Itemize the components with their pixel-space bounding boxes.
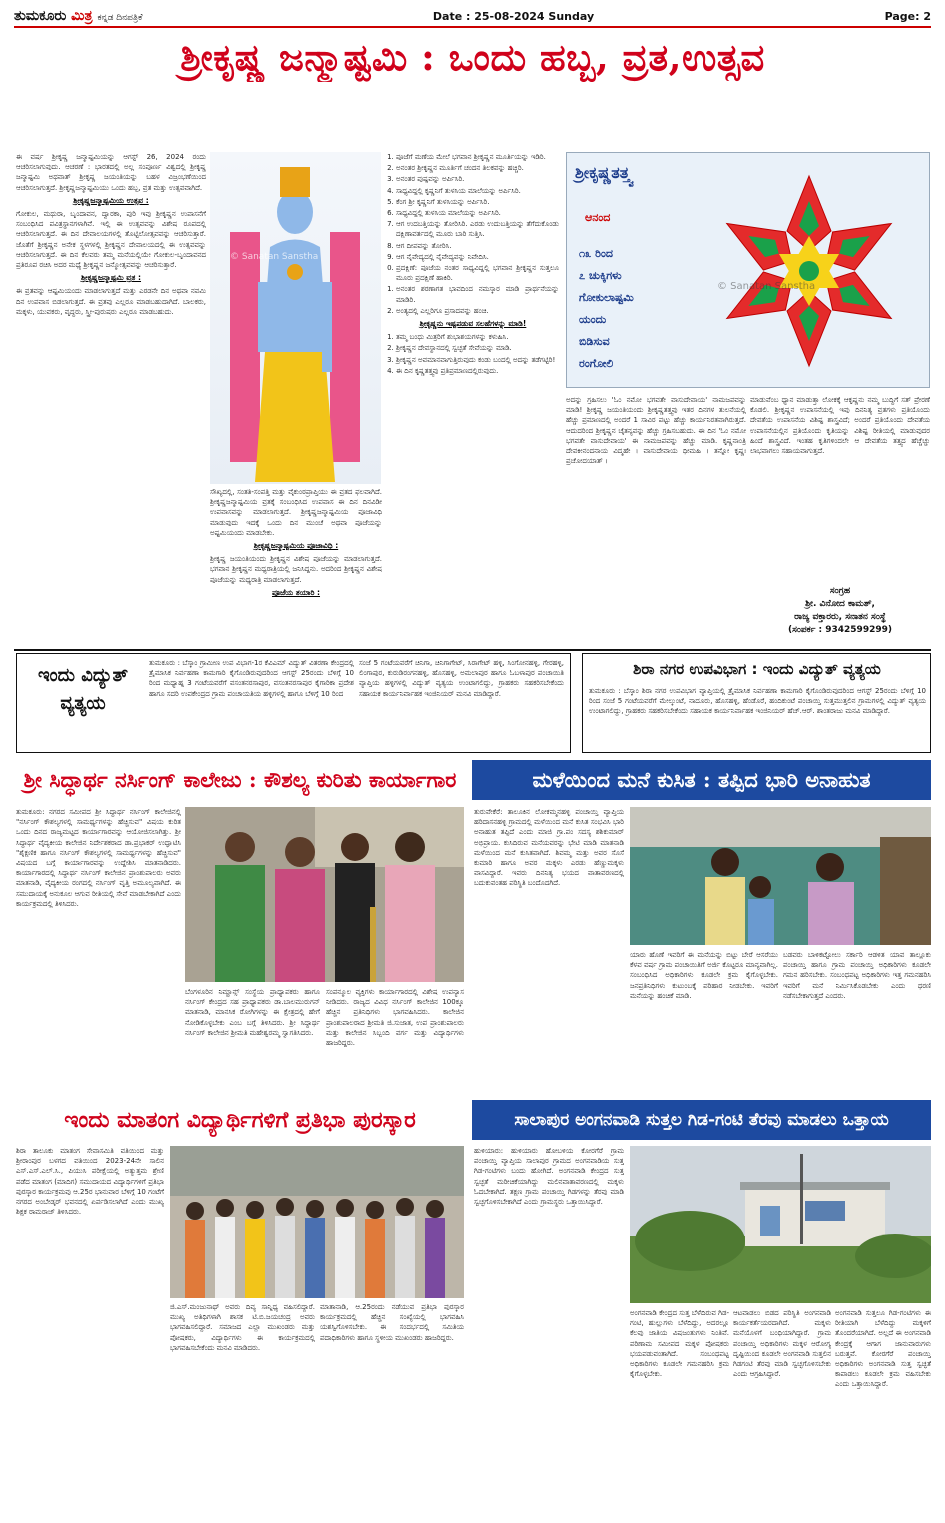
rain-house-photo — [630, 807, 931, 945]
rain-col1: ತುರುವೇಕೆರೆ: ತಾಲೂಕಿನ ಲೋಕಮ್ಮನಹಳ್ಳಿ ಪಂಚಾಯ್ತಿ ವ್ಯಾಪ್ತಿಯ ಹರಿದಾಸನಹಳ್ಳಿ ಗ್ರಾಮದಲ್ಲಿ ಮಳೆಯಿಂದ ಮನೆ ಕುಸಿತ ಸಂಭವಿಸಿ ಭಾರಿ ಅನಾಹುತ ತಪ್ಪಿದೆ ಎಂದು ಮಾಜಿ ಗ್ರಾ.ಪಂ ಸದಸ್ಯ ಶಶಿಕುಮಾರ್ ಅಭಿಪ್ರಾಯ. ಕುಸಿದಿರುವ ಮನೆಯವರನ್ನು ಭೇಟಿ ಮಾಡಿ ಮಾತನಾಡಿ ಮಳೆಯಿಂದ ಮನೆ ಕುಸಿತವಾಗಿದೆ. ಶಿವಮ್ಮ ಮತ್ತು ಅವರ ಸೊಸೆ ಕುಮಾರಿ ಹಾಗೂ ಅವರ ಮಕ್ಕಳು ಎರಡು ಹೆಣ್ಣುಮಕ್ಕಳು ವಾಸವಿದ್ದಾರೆ. ಇವರು ದಿನನಿತ್ಯ ಭಯದ ವಾತಾವರಣದಲ್ಲಿ ಬದುಕುವಂತಹ ಪರಿಸ್ಥಿತಿ ಬಂದೊದಗಿದೆ. — [474, 808, 624, 888]
puja-step-item: 3. ಅನಂತರ ಪುಷ್ಪವನ್ನು ಅರ್ಪಿಸಿರಿ. — [396, 174, 559, 184]
anganwadi-photo-scene — [630, 1146, 931, 1303]
rain-col3: ಬಡವರು ಬಾಳಿಕಟ್ಟೋಲು ಸರ್ಕಾರಿ ಆಡಳಿತ ಯಾವ ತಾಲ್ಲೂಕು ಪಂಚಾಯ್ತಿ ಹಾಗೂ ಗ್ರಾಮ ಪಂಚಾಯ್ತಿ ಅಧಿಕಾರಿಗಳು ಕೂಡಲೇ ಗಮನ ಹರಿಸಬೇಕು. ಸಂಬಂಧಪಟ್ಟ ಅಧಿಕಾರಿಗಳು ಇತ್ತ ಗಮನಹರಿಸಿ ಇವರಿಗೆ ಮನೆ ನಿರ್ಮಿಸಿಕೊಡಬೇಕು ಎಂದು ಧರಣಿ ನಡೆಸಬೇಕಾಗುತ್ತದೆ ಎಂದರು. — [783, 951, 931, 1000]
nursing-col2: ಬೆಂಗಳೂರಿನ ನಿಮ್ಹಾನ್ಸ್ ಸಂಸ್ಥೆಯ ಪ್ರಾಧ್ಯಾಪಕರು ಹಾಗೂ ನರ್ಸಿಂಗ್ ಕೇಂದ್ರದ ಸಹ ಪ್ರಾಧ್ಯಾಪಕರು ಡಾ.ಬಾಲಮುರುಗನ್ ಮಾತನಾಡಿ, ಮಾನಸಿಕ ರೋಗಿಗಳನ್ನು ಈ ಕ್ಷೇತ್ರದಲ್ಲಿ ಹೇಗೆ ನೋಡಿಕೊಳ್ಳಬೇಕು ಎಂಬ ಬಗ್ಗೆ ತಿಳಿಸಿದರು. ಶ್ರೀ ಸಿದ್ಧಾರ್ಥ ನರ್ಸಿಂಗ್ ಕಾಲೇಜಿನ ಶ್ರೀಮತಿ ಮಹೇಶ್ವರಮ್ಮ ಸ್ವಾಗತಿಸಿದರು. — [185, 988, 320, 1037]
anganwadi-col4: ಅಂಗನವಾಡಿ ಸುತ್ತಲೂ ಗಿಡ-ಗಂಟಿಗಳು ಈ ರೀತಿಯಾಗಿ ಬೆಳೆದಿದ್ದು ಮಕ್ಕಳಿಗೆ ತೊಂದರೆಯಾಗಿದೆ. ಅಲ್ಲದೆ ಈ ಅಂಗನವಾಡಿ ಕೇಂದ್ರಕ್ಕೆ ಆಗಾಗ ಜಾನುವಾರುಗಳು ಬರುತ್ತವೆ. ಕೋರಗೆರೆ ಪಂಚಾಯ್ತಿ ಅಧಿಕಾರಿಗಳು ಅಂಗನವಾಡಿ ಸುತ್ತ ಸ್ವಚ್ಛತೆ ಕಾಪಾಡಲು ಕೂಡಲೇ ಕ್ರಮ ವಹಿಸಬೇಕು ಎಂದು ಒತ್ತಾಯಿಸಿದ್ದಾರೆ. — [835, 1309, 931, 1389]
rangoli-watermark: © Sanatan Sanstha — [717, 281, 816, 292]
anganwadi-headline-bar — [472, 1100, 931, 1140]
paper-name-1: ತುಮಕೂರು — [14, 8, 67, 24]
rangoli-title: ಶ್ರೀಕೃಷ್ಣತತ್ತ್ವ — [575, 163, 633, 182]
rangoli-line: ಗೋಕುಲಾಷ್ಟಮಿ — [579, 291, 634, 304]
rangoli-line: ಯಂದು — [579, 313, 607, 326]
puja-step-item: 2. ಅನಂತರ ಶ್ರೀಕೃಷ್ಣನ ಮೂರ್ತಿಗೆ ಚಂದನ ತಿಲಕವನ್ನು ಹಚ್ಚಿರಿ. — [396, 163, 559, 173]
masthead — [14, 6, 931, 28]
puja-steps-list — [387, 152, 559, 316]
anganwadi-col2: ಅಂಗನವಾಡಿ ಕೇಂದ್ರದ ಸುತ್ತ ಬೆಳೆದಿರುವ ಗಿಡ-ಗಂಟಿ, ಹುಲ್ಲುಗಳು ಬೆಳೆದಿದ್ದು, ಅದರಲ್ಲೂ ಕೆಲವು ಜಾತಿಯ ವಿಷಜಂತುಗಳು ನಿಂತಿವೆ. ಪರಿಣಾಮ ಸಮೀಪದ ಮಕ್ಕಳ ಪೋಷಕರು ಭಯಪಡುವಂತಾಗಿದೆ. ಸಂಬಂಧಪಟ್ಟ ಅಧಿಕಾರಿಗಳು ಕೂಡಲೇ ಗಮನಹರಿಸಿ ಕ್ರಮ ಕೈಗೊಳ್ಳಬೇಕು. — [630, 1309, 729, 1379]
krishna-image — [210, 152, 381, 484]
nursing-col1: ತುಮಕೂರು: ನಗರದ ಸಮೀಪದ ಶ್ರೀ ಸಿದ್ಧಾರ್ಥ ನರ್ಸಿಂಗ್ ಕಾಲೇಜಿನಲ್ಲಿ "ನರ್ಸಿಂಗ್ ಕೌಶಲ್ಯಗಳಲ್ಲಿ ಸಾಮರ್ಥ್ಯಗಳನ್ನು ಹೆಚ್ಚಿಸುವ" ವಿಷಯ ಕುರಿತ ಒಂದು ದಿನದ ರಾಜ್ಯಮಟ್ಟದ ಕಾರ್ಯಾಗಾರವನ್ನು ಆಯೋಜಿಸಲಾಗಿತ್ತು. ಶ್ರೀ ಸಿದ್ಧಾರ್ಥ ವೈದ್ಯಕೀಯ ಕಾಲೇಜಿನ ನಿರ್ದೇಶಕರಾದ ಡಾ.ಪ್ರಭಾಕರ್ ಉದ್ಘಾಟಿಸಿ "ಶೈಕ್ಷಣಿಕ ಹಾಗೂ ನರ್ಸಿಂಗ್ ಕೌಶಲ್ಯಗಳಲ್ಲಿ ಸಾಮರ್ಥ್ಯಗಳನ್ನು ಹೆಚ್ಚಿಸುವ" ವಿಷಯದ ಬಗ್ಗೆ ಕಾರ್ಯಾಗಾರವನ್ನು ಉದ್ದೇಶಿಸಿ ಮಾತನಾಡಿದರು. ಕಾರ್ಯಾಗಾರದಲ್ಲಿ ಸಿದ್ಧಾರ್ಥ ನರ್ಸಿಂಗ್ ಕಾಲೇಜಿನ ಪ್ರಾಂಶುಪಾಲರು ಅವರು ಮಾತನಾಡಿ, ವೈದ್ಯಕೀಯ ರಂಗದಲ್ಲಿ ನರ್ಸಿಂಗ್ ವೃತ್ತಿ ಅಮೂಲ್ಯವಾಗಿದೆ. ಈ ಸಮುದಾಯಕ್ಕೆ ಅನುಕೂಲ ಆಗುವ ರೀತಿಯಲ್ಲಿ ಸೇವೆ ಮಾಡಬೇಕಾಗಿದೆ ಎಂದು ಕಾರ್ಯಕ್ರಮದಲ್ಲಿ ತಿಳಿಸಿದರು. — [16, 808, 181, 908]
rangoli-box — [566, 152, 930, 388]
main-story-intro: ಈ ವರ್ಷ ಶ್ರೀಕೃಷ್ಣ ಜನ್ಮಾಷ್ಟಮಿಯನ್ನು ಆಗಸ್ಟ್ 26, 2024 ರಂದು ಆಚರಿಸಲಾಗುವುದು. ಆಚರಣೆ : ಭಾರತದಲ್ಲಿ ಅಲ್ಲ ಸಂಪೂರ್ಣ ವಿಶ್ವದಲ್ಲಿ ಶ್ರೀಕೃಷ್ಣ ಜನ್ಮಾಷ್ಟಮಿ ಅಥವಾತ್ ಶ್ರೀಕೃಷ್ಣ ಜಯಂತಿಯನ್ನು ಬಹಳ ವಿಜ್ರಂಭಣೆಯಿಂದ ಆಚರಿಸಲಾಗುತ್ತದೆ. ಶ್ರೀಕೃಷ್ಣಜನ್ಮಾಷ್ಟಮಿಯು ಒಂದು ಹಬ್ಬ, ವ್ರತ ಮತ್ತು ಉತ್ಸವವಾಗಿದೆ. — [16, 153, 206, 192]
rangoli-line: ೭ ಚುಕ್ಕಿಗಳು — [579, 269, 622, 282]
puja-step-item: 4. ಸಾಧ್ಯವಿದ್ದಲ್ಲಿ ಕೃಷ್ಣನಿಗೆ ತುಳಸಿಯ ಮಾಲೆಯನ್ನು ಅರ್ಪಿಸಿರಿ. — [396, 186, 559, 196]
suggestion-item: 2. ಶ್ರೀಕೃಷ್ಣನ ದೇವಸ್ಥಾನದಲ್ಲಿ ಸ್ವಚ್ಛತೆ ಸೇವೆಯನ್ನು ಮಾಡಿ. — [396, 343, 559, 353]
rain-headline: ಮಳೆಯಿಂದ ಮನೆ ಕುಸಿತ : ತಪ್ಪಿದ ಭಾರಿ ಅನಾಹುತ — [532, 767, 871, 792]
matanga-photo-scene — [170, 1146, 464, 1298]
power-cut-2-title: ಶಿರಾ ನಗರ ಉಪವಿಭಾಗ : ಇಂದು ವಿದ್ಯುತ್ ವ್ಯತ್ಯಯ — [633, 660, 881, 678]
paper-tagline: ಕನ್ನಡ ದಿನಪತ್ರಿಕೆ — [97, 13, 143, 23]
credit-org: ರಾಜ್ಯ ವಕ್ತಾರರು, ಸನಾತನ ಸಂಸ್ಥೆ — [794, 612, 886, 622]
main-story-subhead-3: ಶ್ರೀಕೃಷ್ಣಜನ್ಮಾಷ್ಟಮಿಯ ಪೂಜಾವಿಧಿ : — [253, 541, 339, 551]
puja-step-item: 11. ಅನಂತರ ಶರಣಾಗತ ಭಾವದಿಂದ ನಮಸ್ಕಾರ ಮಾಡಿ ಪ್ರಾರ್ಥನೆಯನ್ನು ಮಾಡಿರಿ. — [396, 284, 559, 304]
matanga-col2: ಜಿ.ಎಸ್.ಮಂಜುನಾಥ್ ಅವರು ದಿವ್ಯ ಸಾನ್ನಿಧ್ಯ ವಹಿಸಲಿದ್ದಾರೆ. ಮುಖ್ಯ ಅತಿಥಿಗಳಾಗಿ ಶಾಸಕ ಟಿ.ಬಿ.ಜಯಚಂದ್ರ ಅವರು ಭಾಗವಹಿಸಲಿದ್ದಾರೆ. ಸಮಾಜದ ಎಲ್ಲಾ ಮುಖಂಡರು ಮತ್ತು ಪೋಷಕರು, ವಿದ್ಯಾರ್ಥಿಗಳು ಈ ಕಾರ್ಯಕ್ರಮದಲ್ಲಿ ಭಾಗವಹಿಸಬೇಕೆಂದು ಮನವಿ ಮಾಡಿದರು. — [170, 1303, 315, 1352]
main-story-subhead-4: ಪೂಜೆಯ ತಯಾರಿ : — [271, 587, 321, 597]
main-story-col5-text: ಮಾಡುವೆಂಬ ಧ್ಯಾನ ಮಾಡುತ್ತಾ ಲೋಕಕ್ಕೆ ಆಕೃಷ್ಣನು ನಮ್ಮ ಬುದ್ಧಿಗೆ ಸತ್ ಪ್ರೇರಣೆ ಕೊಡಲಿ. ಶ್ರೀಕೃಷ್ಣನ ಉಪಾಸನೆಯಲ್ಲಿ ಇವು ದಿನನಿತ್ಯ ವ್ರತಗಳು ಪ್ರತಿಯೊಂದು ದೇವತೆಯ ಉಪಾಸನೆಯ ವಿಶಿಷ್ಟ ಶಾಸ್ತ್ರವಿದೆ; ಅಂದರೆ ಪ್ರತಿಯೊಂದು ದೇವತೆಯ ಉಪಾಸನೆಯಲ್ಲಿನ ಪ್ರತಿಯೊಂದು ಕೃತಿಯನ್ನು ವಿಶಿಷ್ಟ ರೀತಿಯಲ್ಲಿ ಮಾಡುವುದರ ಹಿಂದೆ ಶಾಸ್ತ್ರವಿದೆ. ಇಂತಹ ಕೃತಿಗಳಿಂದಲೇ ಆ ದೇವತೆಯ ತತ್ತ್ವದ ಹೆಚ್ಚೆಚ್ಚು ಲಾಭವಾಗಲು ಸಹಾಯವಾಗುತ್ತದೆ. — [750, 396, 930, 456]
main-story-col2 — [210, 487, 382, 648]
rangoli-text — [579, 243, 669, 375]
paper-name — [14, 8, 142, 24]
nursing-photo-scene — [185, 807, 464, 982]
power-cut-1-body2: ಸಂಜೆ 5 ಗಂಟೆಯವರೆಗೆ ಚಿನಿಗಾ, ಚಿನಿಗಾಗೇಟ್, ಸಿರಾಗೇಟ್ ಹಳ್ಳಿ, ಸಿಂಗೋನಹಳ್ಳಿ, ಗೇರಹಳ್ಳಿ, ಲಿಂಗಾಪುರ, ಕುರುಡಿರಂಗನಹಳ್ಳಿ, ಹೊಸಹಳ್ಳಿ, ಅಮಲಾಪುರ ಹಾಗೂ ಓಬಳಾಪುರ ಪಂಚಾಯಿತಿ ವ್ಯಾಪ್ತಿಯ ಹಳ್ಳಿಗಳಲ್ಲಿ ವಿದ್ಯುತ್ ವ್ಯತ್ಯಯ ಉಂಟಾಗಲಿದ್ದು, ಗ್ರಾಹಕರು ಸಹಕರಿಸಬೇಕೆಂದು ಸಹಾಯಕ ಕಾರ್ಯನಿರ್ವಾಹಕ ಇಂಜಿನಿಯರ್ ಮನವಿ ಮಾಡಿದ್ದಾರೆ. — [359, 659, 564, 698]
suggestion-item: 4. ಈ ದಿನ ಕೃಷ್ಣತತ್ತ್ವವು ಪ್ರತಿಪ್ರಮಾಣದಲ್ಲಿರುವುದು. — [396, 366, 559, 376]
krishna-figure — [210, 152, 381, 484]
issue-date: Date : 25-08-2024 Sunday — [432, 9, 595, 23]
power-cut-box-1 — [16, 653, 571, 753]
main-story-col2-para2: ಶ್ರೀಕೃಷ್ಣ ಜಯಂತಿಯಂದು ಶ್ರೀಕೃಷ್ಣನ ವಿಶೇಷ ಪೂಜೆಯನ್ನು ಮಾಡಲಾಗುತ್ತದೆ. ಭಗವಾನ ಶ್ರೀಕೃಷ್ಣನ ಮಧ್ಯರಾತ್ರಿಯಲ್ಲಿ ಜನಿಸಿದ್ದನು. ಅದರಿಂದ ಶ್ರೀಕೃಷ್ಣನ ವಿಶೇಷ ಪೂಜೆಯನ್ನು ಮಧ್ಯರಾತ್ರಿ ಮಾಡಲಾಗುತ್ತದೆ. — [210, 555, 382, 584]
rangoli-subtitle: ಆನಂದ — [585, 211, 611, 224]
anganwadi-col3: ಆಟವಾಡಲು ಬಿಡದ ಪರಿಸ್ಥಿತಿ ಅಂಗನವಾಡಿ ಕಾರ್ಯಕರ್ತೆಯರದಾಗಿದೆ. ಮಕ್ಕಳು ಮನೆಯೊಳಗೆ ಬಂಧಿಯಾಗಿದ್ದಾರೆ. ಗ್ರಾಮ ಪಂಚಾಯ್ತಿ ಅಧಿಕಾರಿಗಳು ಮಕ್ಕಳ ಆರೋಗ್ಯ ದೃಷ್ಟಿಯಿಂದ ಕೂಡಲೇ ಅಂಗನವಾಡಿ ಸುತ್ತಲಿನ ಗಿಡಗಂಟಿ ತೆರವು ಮಾಡಿ ಸ್ವಚ್ಛಗೊಳಿಸಬೇಕು ಎಂದು ಆಗ್ರಹಿಸಿದ್ದಾರೆ. — [733, 1309, 831, 1379]
puja-step-item: 9. ಆಗ ನೈವೇದ್ಯದಲ್ಲಿ ನೈವೇದ್ಯವನ್ನು ನಿವೇದಿಸಿ. — [396, 252, 559, 262]
main-story-subhead-5: ಶ್ರೀಕೃಷ್ಣನು ಇಷ್ಟಪಡುವ ಸಲಹೆಗಳನ್ನು ಮಾಡಿ! — [419, 319, 527, 329]
main-story-col2-text: ಸೌಖ್ಯದಲ್ಲಿ, ಸಂತತಿ-ಸಂಪತ್ತಿ ಮತ್ತು ವೈಕುಂಠಪ್ರಾಪ್ತಿಯು ಈ ವ್ರತದ ಫಲವಾಗಿದೆ. ಶ್ರೀಕೃಷ್ಣಜನ್ಮಾಷ್ಟಮಿಯ ವ್ರತಕ್ಕೆ ಸಂಬಂಧಿಸಿದ ಉಪವಾಸ ಈ ದಿನ ದಿನವಿಡೀ ಉಪವಾಸವನ್ನು ಮಾಡಲಾಗುತ್ತದೆ. ಶ್ರೀಕೃಷ್ಣಜನ್ಮಾಷ್ಟಮಿಯ ಪೂಜಾವಿಧಿ ಮಾಡುವುದು ಇದಕ್ಕೆ ಒಂದು ದಿನ ಮುಂಚೆ ಅಥವಾ ಪೂಜೆಯನ್ನು ಅಷ್ಟಮಿಯಂದು ಮಾಡಬೇಕು. — [210, 488, 382, 537]
power-cut-1-title — [23, 662, 143, 718]
puja-step-item: 8. ಆಗ ದೀಪವನ್ನು ತೋರಿಸಿ. — [396, 241, 559, 251]
rain-photo-scene — [630, 807, 931, 945]
rangoli-line: ಬಿಡಿಸುವ — [579, 335, 610, 348]
krishna-watermark: © Sanatan Sanstha — [230, 252, 319, 262]
puja-step-item: 5. ಕೆಂಗ ಶ್ರೀ ಕೃಷ್ಣನಿಗೆ ತುಳಸಿಯನ್ನು ಅರ್ಪಿಸಿರಿ. — [396, 197, 559, 207]
suggestion-item: 3. ಶ್ರೀಕೃಷ್ಣನ ಅವಮಾನವಾಗುತ್ತಿರುವುದು ಕಂಡು ಬಂದಲ್ಲಿ ಅದನ್ನು ತಡೆಗಟ್ಟಿರಿ! — [396, 355, 559, 365]
rangoli-drawing — [697, 161, 922, 381]
power-cut-2-body: ತುಮಕೂರು : ಬೆಸ್ಕಾಂ ಶಿರಾ ನಗರ ಉಪವಿಭಾಗ ವ್ಯಾಪ್ತಿಯಲ್ಲಿ ತ್ರೈಮಾಸಿಕ ನಿರ್ವಹಣಾ ಕಾಮಗಾರಿ ಕೈಗೊಂಡಿರುವುದರಿಂದ ಆಗಸ್ಟ್ 25ರಂದು ಬೆಳಿಗ್ಗೆ 10 ರಿಂದ ಸಂಜೆ 5 ಗಂಟೆಯವರೆಗೆ ಮೇಲ್ಕುಂಟೆ, ನಾದೂರು, ಹೊಸಹಳ್ಳಿ, ಹೆಂಡೊರೆ, ಹಂದಿಕುಂಟೆ ಪಂಚಾಯ್ತಿ ಸುತ್ತಮುತ್ತಲಿನ ಗ್ರಾಮಗಳಲ್ಲಿ ವಿದ್ಯುತ್ ವ್ಯತ್ಯಯ ಉಂಟಾಗಲಿದ್ದು, ಗ್ರಾಹಕರು ಸಹಕರಿಸಬೇಕೆಂದು ಸಹಾಯಕ ಕಾರ್ಯನಿರ್ವಾಹಕ ಇಂಜಿನಿಯರ್ ಹೆಚ್.ಆರ್. ಶಾಂತರಾಜು ಮನವಿ ಮಾಡಿದ್ದಾರೆ. — [589, 687, 926, 716]
main-story-col4 — [566, 395, 746, 648]
anganwadi-headline: ಸಾಲಾಪುರ ಅಂಗನವಾಡಿ ಸುತ್ತಲ ಗಿಡ-ಗಂಟಿ ತೆರವು ಮಾಡಲು ಒತ್ತಾಯ — [514, 1110, 889, 1130]
main-story-col1 — [16, 152, 206, 648]
puja-step-item: 10. ಪ್ರದಕ್ಷಿಣೆ: ಪೂಜೆಯ ನಂತರ ಸಾಧ್ಯವಿದ್ದಲ್ಲಿ ಭಗವಾನ ಶ್ರೀಕೃಷ್ಣನ ಸುತ್ತಲೂ ಮೂರು ಪ್ರದಕ್ಷಿಣೆ ಹಾಕಿರಿ. — [396, 263, 559, 283]
rain-col2: ಯಾರು ಹೊಣೆ ಇವರಿಗೆ ಈ ಮನೆಯನ್ನು ಬಿಟ್ಟು ಬೇರೆ ಆಸರೆಯು ಕೆಳವ ವರ್ಷ ಗ್ರಾಮ ಪಂಚಾಯಿತಿಗೆ ಅರ್ಜಿ ಕೊಟ್ಟರೂ ಮಾನ್ಯವಾಗಿಲ್ಲ. ಸಂಬಂಧಿಸಿದ ಅಧಿಕಾರಿಗಳು ಕೂಡಲೇ ಕ್ರಮ ಕೈಗೊಳ್ಳಬೇಕು. ಜನಪ್ರತಿನಿಧಿಗಳು ಕುಟುಂಬಕ್ಕೆ ಪರಿಹಾರ ನೀಡಬೇಕು. ಇವರಿಗೆ ಮನೆಯನ್ನು ಹಂಚಿಕೆ ಮಾಡಿ. — [630, 951, 778, 1000]
puja-step-item: 6. ಸಾಧ್ಯವಿದ್ದಲ್ಲಿ ತುಳಸಿಯ ಮಾಲೆಯನ್ನು ಅರ್ಪಿಸಿರಿ. — [396, 208, 559, 218]
puja-step-item: 12. ಅಂತ್ಯದಲ್ಲಿ ಎಲ್ಲರಿಗೂ ಪ್ರಸಾದವನ್ನು ಹಂಚಿ. — [396, 306, 559, 316]
paper-name-2: ಮಿತ್ರ — [71, 8, 93, 24]
rangoli-line: ೧೩ ರಿಂದ — [579, 247, 613, 260]
puja-step-item: 7. ಆಗ ಉದಬತ್ತಿಯನ್ನು ತೋರಿಸಿರಿ. ಎರಡು ಉದುಬತ್ತಿಯನ್ನು ತೆಗೆದುಕೊಂಡು ದಕ್ಷಿಣಾವರ್ತದಲ್ಲಿ ಮೂರು ಬಾರಿ ಸುತ್ತಿಸಿ. — [396, 219, 559, 239]
main-story-col3 — [387, 152, 559, 648]
anganwadi-photo — [630, 1146, 931, 1303]
main-story-col5 — [750, 395, 930, 595]
credit-phone: (ಸಂಪರ್ಕ : 9342599299) — [788, 625, 892, 635]
matanga-group-photo — [170, 1146, 464, 1298]
main-story-para-2: ಗೋಕುಲ, ಮಥುರಾ, ಬೃಂದಾವನ, ದ್ವಾರಕಾ, ಪುರಿ ಇವು ಶ್ರೀಕೃಷ್ಣನ ಉಪಾಸನೆಗೆ ಸಂಬಂಧಿಸಿದ ಪವಿತ್ರಸ್ಥಾನಗಳಾಗಿವೆ. ಇಲ್ಲಿ ಈ ಉತ್ಸವವನ್ನು ವಿಶೇಷ ರೂಪದಲ್ಲಿ ಆಚರಿಸಲಾಗುತ್ತದೆ. ಈ ದಿನ ದೇವಾಲಯಗಳಲ್ಲಿ ತೊಟ್ಟಿಲೋತ್ಸವವನ್ನು ಆಚರಿಸುತ್ತಾರೆ. ಜೊತೆಗೆ ಶ್ರೀಕೃಷ್ಣನ ಅನೇಕ ಸ್ಥಳಗಳಲ್ಲಿ ಶ್ರೀಕೃಷ್ಣನ ದೇವಾಲಯದಲ್ಲಿ ಈ ಉತ್ಸವವನ್ನು ಆಚರಿಸಲಾಗುತ್ತದೆ. ಈ ದಿನ ಕೆಲವರು ತಮ್ಮ ಮನೆಯಲ್ಲಿಯೇ ಗೋಕುಲ-ಬೃಂದಾವನದ ಪ್ರತಿರೂಪ ರಚಿಸಿ ಅದರ ಮಧ್ಯೆ ಶ್ರೀಕೃಷ್ಣನ ಜನ್ಮೋತ್ಸವವನ್ನು ಆಚರಿಸುತ್ತಾರೆ. — [16, 210, 206, 270]
rangoli-line: ರಂಗೋಲಿ — [579, 357, 614, 370]
matanga-col1: ಶಿರಾ ತಾಲೂಕು ಮಾತಂಗ ಸೇವಾಸಮಿತಿ ವತಿಯಿಂದ ಮತ್ತು ಶ್ರೀರಾಂಪುರ ಬಳಗದ ವತಿಯಿಂದ 2023-24ನೇ ಸಾಲಿನ ಎಸ್.ಎಸ್.ಎಲ್.ಸಿ., ಪಿಯುಸಿ ಪರೀಕ್ಷೆಯಲ್ಲಿ ಅತ್ಯುತ್ತಮ ಶ್ರೇಣಿ ಪಡೆದ ಮಾತಂಗ (ಮಾದಿಗ) ಸಮುದಾಯದ ವಿದ್ಯಾರ್ಥಿಗಳಿಗೆ ಪ್ರತಿಭಾ ಪುರಸ್ಕಾರ ಕಾರ್ಯಕ್ರಮವು ಆ.25ರ ಭಾನುವಾರ ಬೆಳಿಗ್ಗೆ 10 ಗಂಟೆಗೆ ನಗರದ ಅಂಬೇಡ್ಕರ್ ಭವನದಲ್ಲಿ ಏರ್ಪಡಿಸಲಾಗಿದೆ ಎಂದು ಮುಖ್ಯ ಶಿಕ್ಷಕ ರಾಮರಾಜ್ ತಿಳಿಸಿದರು. — [16, 1147, 164, 1217]
power-cut-1-title-line2: ವ್ಯತ್ಯಯ — [60, 693, 106, 714]
suggestions-list — [387, 332, 559, 376]
power-cut-1-body1: ತುಮಕೂರು : ಬೆಸ್ಕಾಂ ಗ್ರಾಮೀಣ ಉಪ ವಿಭಾಗ-1ರ ಕೆವಿಎಮ್ ವಿದ್ಯುತ್ ವಿತರಣಾ ಕೇಂದ್ರದಲ್ಲಿ ತ್ರೈಮಾಸಿಕ ನಿರ್ವಹಣಾ ಕಾಮಗಾರಿ ಕೈಗೊಂಡಿರುವುದರಿಂದ ಆಗಸ್ಟ್ 25ರಂದು ಬೆಳಿಗ್ಗೆ 10 ರಿಂದ ಮಧ್ಯಾಹ್ನ 3 ಗಂಟೆಯವರೆಗೆ ವಸಂತನರಸಾಪುರ, ವಸಂತನರಸಾಪುರ ಕೈಗಾರಿಕಾ ಪ್ರದೇಶ ಹಾಗೂ ಸದರಿ ಉಪಕೇಂದ್ರದ ಗ್ರಾಮ ಪಂಚಾಯತಿಯ ಹಳ್ಳಿಗಳಲ್ಲಿ ಹಾಗೂ ಬೆಳಿಗ್ಗೆ 10 ರಿಂದ — [149, 659, 354, 698]
anganwadi-col1: ಹುಳಿಯಾರು: ಹುಳಿಯಾರು ಹೋಬಳಿಯ ಕೋರಗೆರೆ ಗ್ರಾಮ ಪಂಚಾಯ್ತಿ ವ್ಯಾಪ್ತಿಯ ಸಾಲಾಪುರ ಗ್ರಾಮದ ಅಂಗನವಾಡಿಯ ಸುತ್ತ ಗಿಡ-ಗಂಟಿಗಳು ಬಂದು ಹೋಗಿದೆ. ಅಂಗನವಾಡಿ ಕೇಂದ್ರದ ಸುತ್ತ ಸ್ವಚ್ಛತೆ ಮರೀಚಿಕೆಯಾಗಿದ್ದು ಮಲಿನವಾತಾವರಣದಲ್ಲಿ ಮಕ್ಕಳು ಓದಬೇಕಾಗಿದೆ. ತಕ್ಷಣ ಗ್ರಾಮ ಪಂಚಾಯ್ತಿ ಗಿಡಗಳನ್ನು ತೆರವು ಮಾಡಿ ಸ್ವಚ್ಛಗೊಳಿಸಬೇಕಾಗಿದೆ ಎಂದು ಗ್ರಾಮಸ್ಥರು ಒತ್ತಾಯಿಸಿದ್ದಾರೆ. — [474, 1147, 624, 1207]
main-story-para-3: ಈ ವ್ರತವನ್ನು ಆಷ್ಟಮಿಯಂದು ಮಾಡಲಾಗುತ್ತದೆ ಮತ್ತು ಎರಡನೇ ದಿನ ಅಥವಾ ನವಮಿ ದಿನ ಉಪವಾಸ ಬಿಡಲಾಗುತ್ತದೆ. ಈ ವ್ರತವು ಎಲ್ಲರೂ ಮಾಡಬಹುದಾಗಿದೆ. ಬಾಲಕರು, ಮಕ್ಕಳು, ಯುವಕರು, ವೃದ್ಧರು, ಸ್ತ್ರೀ-ಪುರುಷರು ಎಲ್ಲರೂ ಮಾಡಬಹುದು. — [16, 287, 206, 316]
nursing-col3: ಸಂಪನ್ಮೂಲ ವ್ಯಕ್ತಿಗಳು ಕಾರ್ಯಾಗಾರದಲ್ಲಿ ವಿಶೇಷ ಉಪನ್ಯಾಸ ನೀಡಿದರು. ರಾಜ್ಯದ ವಿವಿಧ ನರ್ಸಿಂಗ್ ಕಾಲೇಜಿನ 100ಕ್ಕೂ ಹೆಚ್ಚಿನ ಪ್ರತಿನಿಧಿಗಳು ಭಾಗವಹಿಸಿದರು. ಕಾಲೇಜಿನ ಪ್ರಾಂಶುಪಾಲರಾದ ಶ್ರೀಮತಿ ಜಿ.ಸುಜಾತ, ಉಪ ಪ್ರಾಂಶುಪಾಲರು ಮತ್ತು ಕಾಲೇಜಿನ ಸಿಬ್ಬಂದಿ ವರ್ಗ ಮತ್ತು ವಿದ್ಯಾರ್ಥಿಗಳು ಹಾಜರಿದ್ದರು. — [326, 988, 464, 1048]
suggestion-item: 1. ತಮ್ಮ ಬಂಧು ಮಿತ್ರರಿಗೆ ಶುಭಾಶಯಗಳನ್ನು ಕಳುಹಿಸಿ. — [396, 332, 559, 342]
divider — [14, 649, 931, 651]
main-story-subhead-1: ಶ್ರೀಕೃಷ್ಣಜನ್ಮಾಷ್ಟಮಿಯ ಉತ್ಸವ : — [73, 195, 149, 205]
page-number: Page: 2 — [884, 9, 931, 23]
matanga-col3: ಮಾತಾನಾಡಿ, ಆ.25ರಂದು ನಡೆಯುವ ಪ್ರತಿಭಾ ಪುರಸ್ಕಾರ ಕಾರ್ಯಕ್ರಮದಲ್ಲಿ ಹೆಚ್ಚಿನ ಸಂಖ್ಯೆಯಲ್ಲಿ ಭಾಗವಹಿಸಿ ಯಶಸ್ವಿಗೊಳಿಸಬೇಕು. ಈ ಸಂದರ್ಭದಲ್ಲಿ ಸಮಿತಿಯ ಪದಾಧಿಕಾರಿಗಳು ಹಾಗೂ ಸ್ಥಳೀಯ ಮುಖಂಡರು ಹಾಜರಿದ್ದರು. — [320, 1303, 464, 1342]
main-headline: ಶ್ರೀಕೃಷ್ಣ ಜನ್ಮಾಷ್ಟಮಿ : ಒಂದು ಹಬ್ಬ, ವ್ರತ,ಉತ್ಸವ — [180, 35, 765, 79]
main-story-subhead-2: ಶ್ರೀಕೃಷ್ಣಜನ್ಮಾಷ್ಟಮಿ ವ್ರತ : — [80, 273, 142, 283]
rain-headline-bar — [472, 760, 931, 800]
main-story-credit — [750, 585, 930, 637]
power-cut-box-2 — [582, 653, 931, 753]
nursing-event-photo — [185, 807, 464, 982]
nursing-headline: ಶ್ರೀ ಸಿದ್ಧಾರ್ಥ ನರ್ಸಿಂಗ್ ಕಾಲೇಜು : ಕೌಶಲ್ಯ ಕುರಿತು ಕಾರ್ಯಾಗಾರ — [23, 767, 457, 792]
main-story-col4-text: ಅದನ್ನು ಗ್ರಹಿಸಲು 'ಓಂ ನಮೋ ಭಗವತೇ ವಾಸುದೇವಾಯ' ನಾಮಜಪವನ್ನು ಮಾಡಿ! ಶ್ರೀಕೃಷ್ಣ ಜಯಂತಿಯಂದು ಶ್ರೀಕೃಷ್ಣತತ್ತ್ವವು ಇತರ ದಿನಗಳ ತುಲನೆಯಲ್ಲಿ ಹೆಚ್ಚು ಪ್ರಮಾಣದಲ್ಲಿ ಅಂದರೆ 1 ಸಾವಿರ ಪಟ್ಟು ಹೆಚ್ಚು ಕಾರ್ಯನಿರತವಾಗಿರುತ್ತದೆ. ಆದುದರಿಂದ ಶ್ರೀಕೃಷ್ಣನ ಚೈತನ್ಯವನ್ನು ಹೆಚ್ಚು ಗ್ರಹಿಸಬಹುದು. ಈ ದಿನ 'ಓಂ ನಮೋ ಭಗವತೇ ವಾಸುದೇವಾಯ' ಈ ನಾಮಜಪವನ್ನು ಹೆಚ್ಚು ಮಾಡಿ. ಕೃಷ್ಣನಾಂತ್ರಿ ದೇವಕೀನಂದನಾಯ ವಿದ್ಮಹೇ । ವಾಸುದೇವಾಯ ಧೀಮಹಿ । ತನ್ನೋ ಕೃಷ್ಣಃ ಪ್ರಚೋದಯಾತ್ । — [566, 396, 746, 466]
credit-name: ಶ್ರೀ. ವಿನೋದ ಕಾಮತ್, — [805, 599, 875, 609]
puja-step-item: 1. ಪೂಜೆಗೆ ಮಣೆಯ ಮೇಲೆ ಭಗವಾನ ಶ್ರೀಕೃಷ್ಣನ ಮೂರ್ತಿಯನ್ನು ಇಡಿರಿ. — [396, 152, 559, 162]
matanga-headline: ಇಂದು ಮಾತಂಗ ವಿದ್ಯಾರ್ಥಿಗಳಿಗೆ ಪ್ರತಿಭಾ ಪುರಸ್ಕಾರ — [64, 1107, 416, 1133]
power-cut-1-title-line1: ಇಂದು ವಿದ್ಯುತ್ — [37, 665, 129, 686]
credit-label: ಸಂಗ್ರಹ — [829, 586, 851, 596]
